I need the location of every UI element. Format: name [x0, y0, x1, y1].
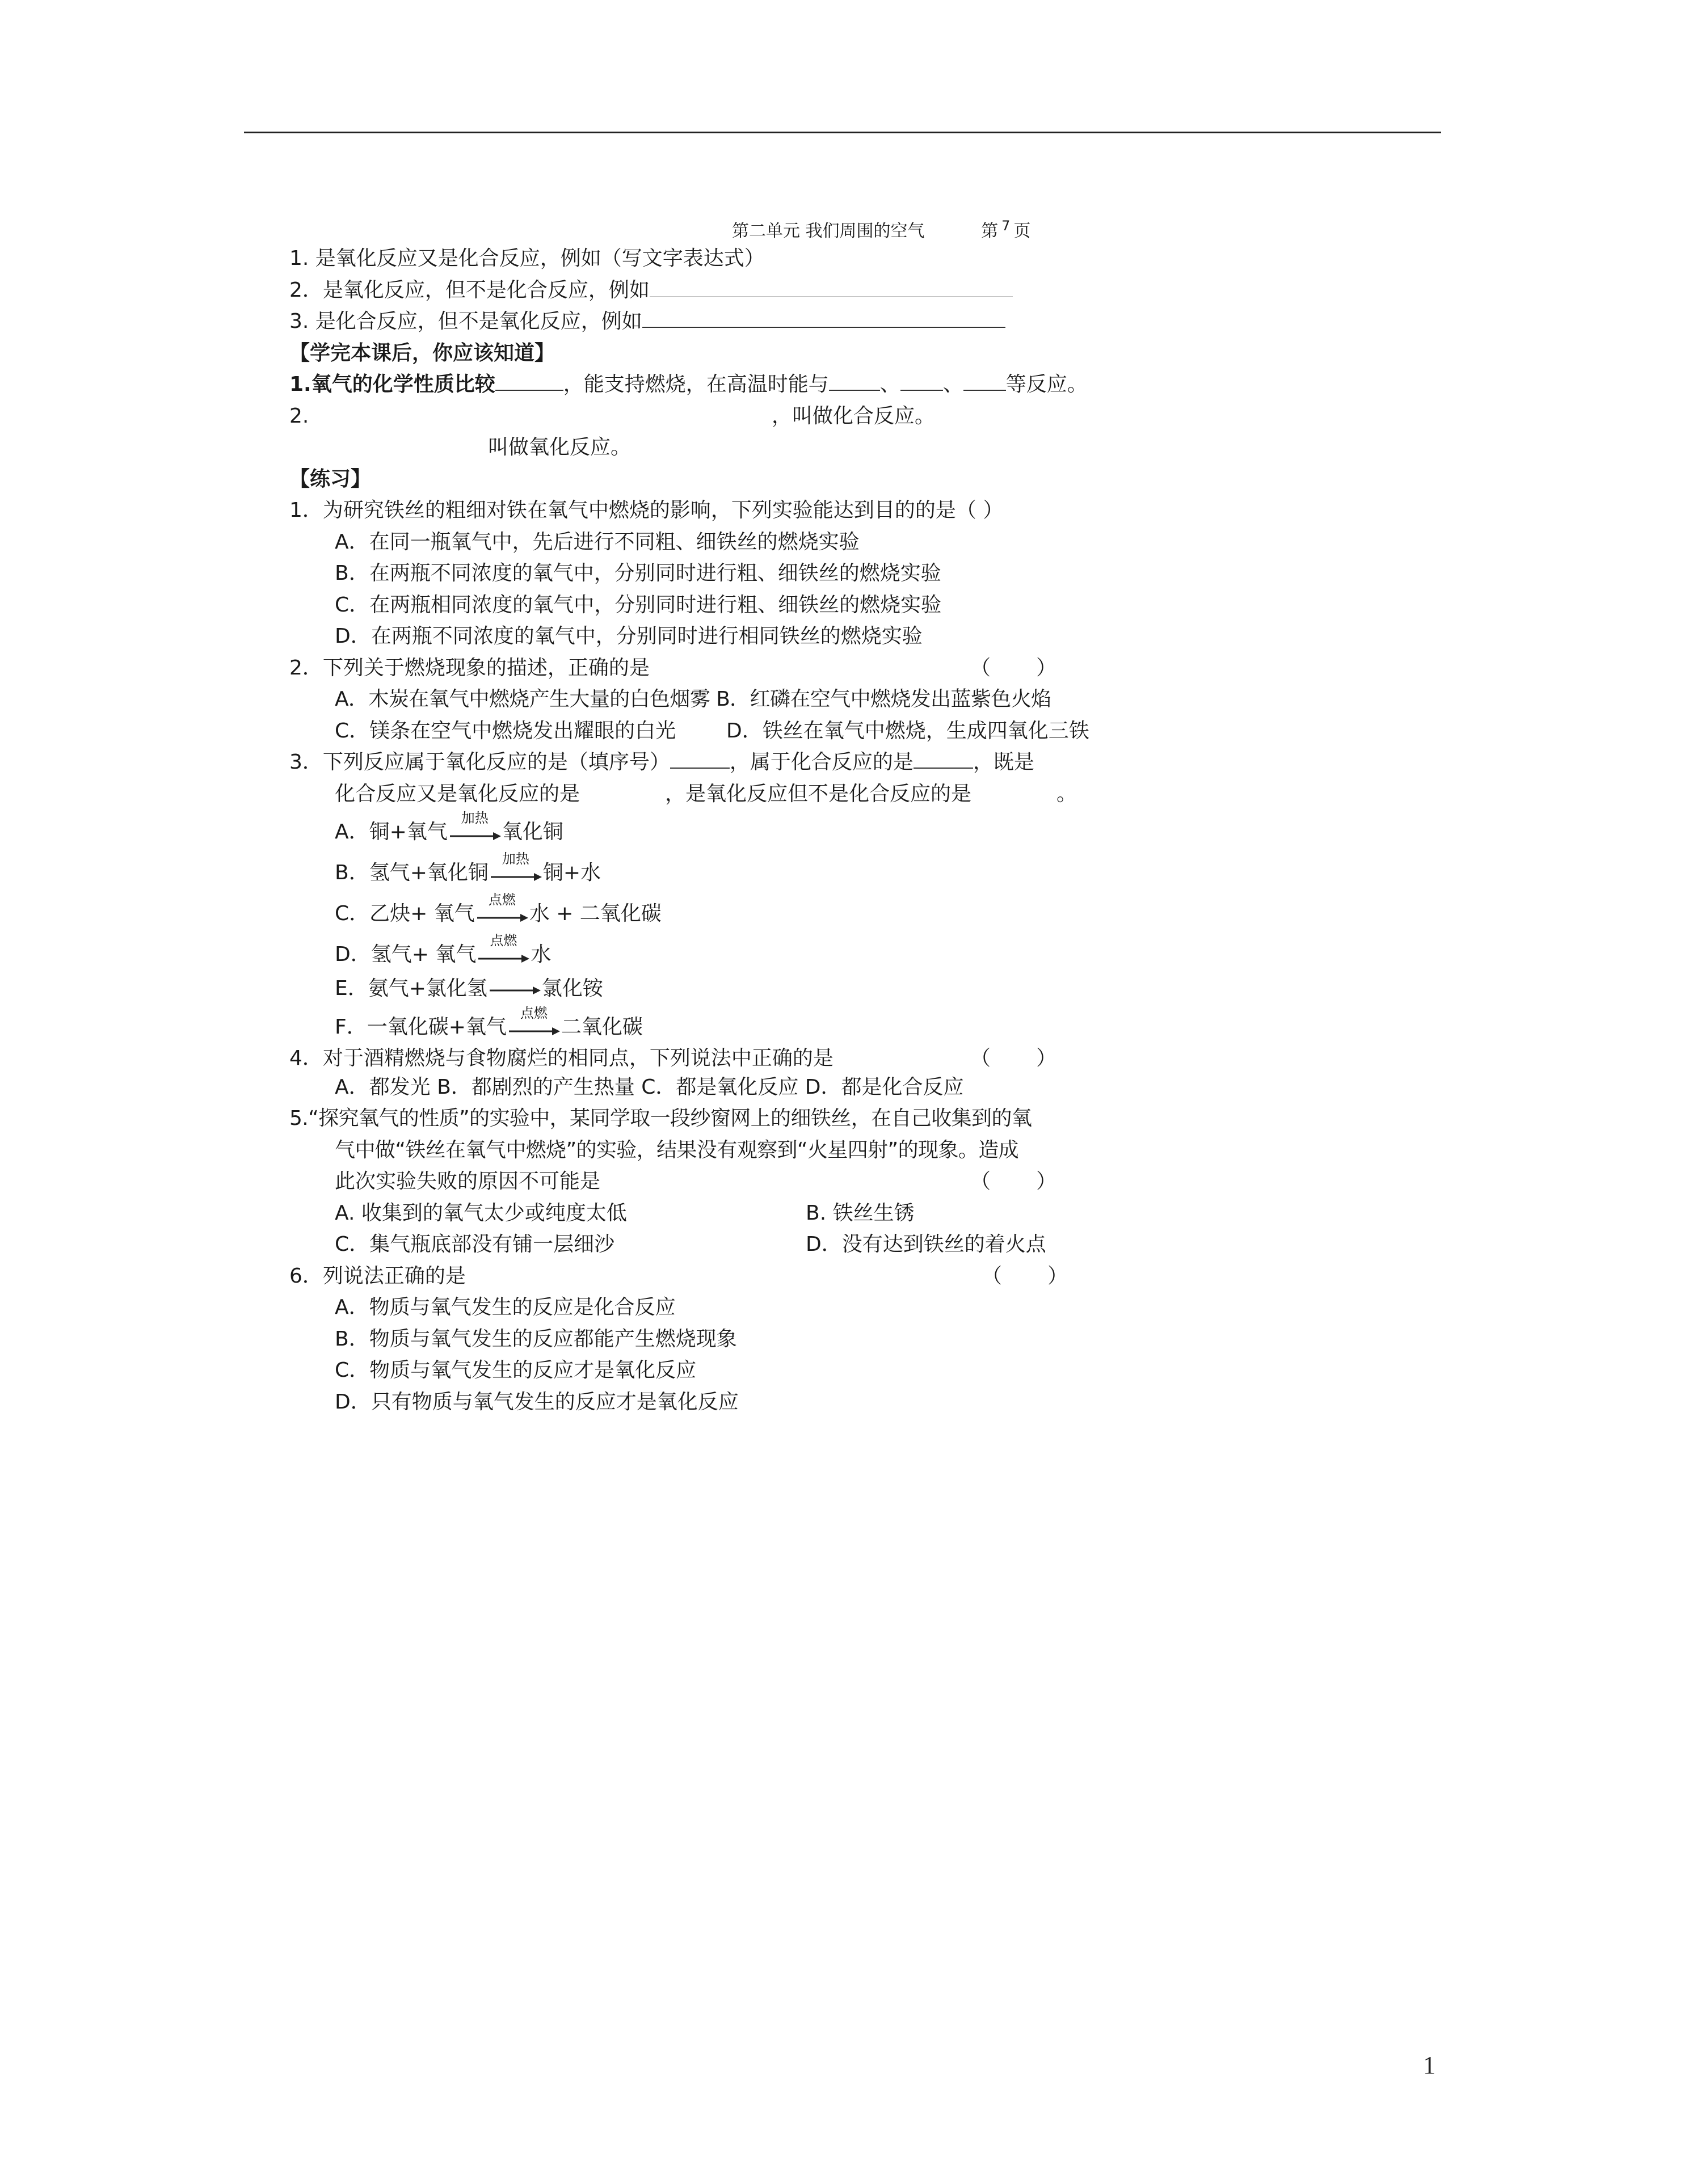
q5-option-b[interactable]: B. 铁丝生锈	[806, 1201, 915, 1225]
ignite-arrow-icon: 点燃	[508, 1017, 560, 1039]
q6-stem: 6．列说法正确的是 （ ）	[289, 1260, 1123, 1292]
know-heading: 【学完本课后，你应该知道】	[289, 341, 555, 365]
q6-option-b[interactable]: B．物质与氧气发生的反应都能产生燃烧现象	[335, 1327, 737, 1351]
intro-line-2: 2．是氧化反应，但不是化合反应，例如	[289, 275, 1123, 306]
know-line-1: 1.氧气的化学性质比较 ，能支持燃烧，在高温时能与 、 、 等反应。	[289, 369, 1123, 400]
reaction-f[interactable]: F．一氧化碳+氧气 点燃 二氧化碳	[335, 1005, 643, 1039]
answer-blank[interactable]	[495, 369, 563, 391]
q5-option-d[interactable]: D．没有达到铁丝的着火点	[806, 1233, 1046, 1256]
q5-stem-1: 5.“探究氧气的性质”的实验中，某同学取一段纱窗网上的细铁丝，在自己收集到的氧	[289, 1107, 1032, 1130]
know-line-3: 叫做氧化反应。	[488, 436, 632, 459]
q2-options-cd	[289, 715, 1123, 747]
q1-option-a[interactable]: A．在同一瓶氧气中，先后进行不同粗、细铁丝的燃烧实验	[335, 530, 860, 554]
q2-options-ab[interactable]: A．木炭在氧气中燃烧产生大量的白色烟雾 B．红磷在空气中燃烧发出蓝紫色火焰	[335, 688, 1051, 711]
q3-stem: 3．下列反应属于氧化反应的是（填序号） ，属于化合反应的是 ，既是	[289, 747, 1123, 778]
q1-option-c[interactable]: C．在两瓶相同浓度的氧气中，分别同时进行粗、细铁丝的燃烧实验	[335, 593, 942, 617]
ignite-arrow-icon: 点燃	[476, 903, 528, 926]
answer-blank[interactable]	[963, 369, 1006, 391]
q5-option-c[interactable]: C．集气瓶底部没有铺一层细沙	[335, 1233, 615, 1256]
q2-stem: 2．下列关于燃烧现象的描述，正确的是 （ ）	[289, 652, 1123, 684]
page-header	[732, 210, 1030, 247]
q1-option-b[interactable]: B．在两瓶不同浓度的氧气中，分别同时进行粗、细铁丝的燃烧实验	[335, 562, 941, 585]
page-number: 1	[1423, 2051, 1436, 2079]
q5-options-cd	[289, 1229, 1123, 1260]
q6-option-c[interactable]: C．物质与氧气发生的反应才是氧化反应	[335, 1359, 697, 1382]
heat-arrow-icon: 加热	[449, 821, 501, 844]
intro-line-3: 3. 是化合反应，但不是氧化反应，例如	[289, 306, 1123, 338]
q5-option-a[interactable]: A. 收集到的氧气太少或纯度太低	[335, 1201, 627, 1225]
reaction-e[interactable]: E．氨气+氯化氢 氯化铵	[335, 977, 603, 1000]
sheet-page-number: 7	[1001, 218, 1011, 234]
answer-blank[interactable]	[914, 747, 973, 769]
know-line-2: 2. ，叫做化合反应。	[289, 404, 936, 428]
q6-option-d[interactable]: D．只有物质与氧气发生的反应才是氧化反应	[335, 1390, 739, 1414]
answer-blank[interactable]	[670, 747, 730, 769]
heat-arrow-icon: 加热	[490, 862, 542, 885]
q2-option-c[interactable]: C．镁条在空气中燃烧发出耀眼的白光	[335, 719, 676, 743]
answer-paren[interactable]: （ ）	[970, 1170, 1057, 1193]
ignite-arrow-icon: 点燃	[477, 944, 529, 967]
q5-stem-3: 此次实验失败的原因不可能是 （ ）	[289, 1166, 1123, 1198]
q5-stem-2: 气中做“铁丝在氧气中燃烧”的实验，结果没有观察到“火星四射”的现象。造成	[335, 1138, 1019, 1162]
q2-option-d[interactable]: D．铁丝在氧气中燃烧，生成四氧化三铁	[726, 719, 1089, 743]
q5-options-ab	[289, 1198, 1123, 1229]
header-rule	[244, 132, 1441, 133]
q4-options[interactable]: A．都发光 B．都剧烈的产生热量 C．都是氧化反应 D．都是化合反应	[335, 1075, 964, 1099]
answer-blank[interactable]	[642, 306, 1005, 328]
reaction-c[interactable]: C．乙炔+ 氧气 点燃 水 + 二氧化碳	[335, 892, 662, 925]
q6-option-a[interactable]: A．物质与氧气发生的反应是化合反应	[335, 1296, 676, 1319]
reaction-a[interactable]: A．铜+氧气 加热 氧化铜	[335, 810, 563, 844]
q4-stem: 4．对于酒精燃烧与食物腐烂的相同点，下列说法中正确的是 （ ）	[289, 1045, 1123, 1072]
answer-blank[interactable]	[650, 276, 1013, 297]
sheet-page-label: 第 $^7$ 页	[981, 218, 1031, 241]
arrow-icon	[489, 978, 541, 1001]
reaction-d[interactable]: D．氢气+ 氧气 点燃 水	[335, 933, 552, 966]
answer-paren[interactable]: （ ）	[970, 1046, 1057, 1070]
answer-blank[interactable]	[829, 369, 880, 391]
answer-paren[interactable]: （ ）	[982, 1264, 1068, 1288]
intro-line-1: 1. 是氧化反应又是化合反应，例如（写文字表达式）	[289, 247, 765, 270]
practice-heading: 【练习】	[289, 467, 372, 491]
unit-title: 第二单元 我们周围的空气	[732, 221, 925, 241]
reaction-b[interactable]: B．氢气+氧化铜 加热 铜+水	[335, 851, 601, 884]
answer-blank[interactable]	[900, 369, 943, 391]
q3-stem-2: 化合反应又是氧化反应的是 ，是氧化反应但不是化合反应的是 。	[335, 782, 1077, 806]
answer-paren[interactable]: （ ）	[970, 656, 1057, 680]
q1-stem: 1．为研究铁丝的粗细对铁在氧气中燃烧的影响，下列实验能达到目的的是（ ）	[289, 499, 1004, 522]
q1-option-d[interactable]: D．在两瓶不同浓度的氧气中，分别同时进行相同铁丝的燃烧实验	[335, 625, 923, 648]
